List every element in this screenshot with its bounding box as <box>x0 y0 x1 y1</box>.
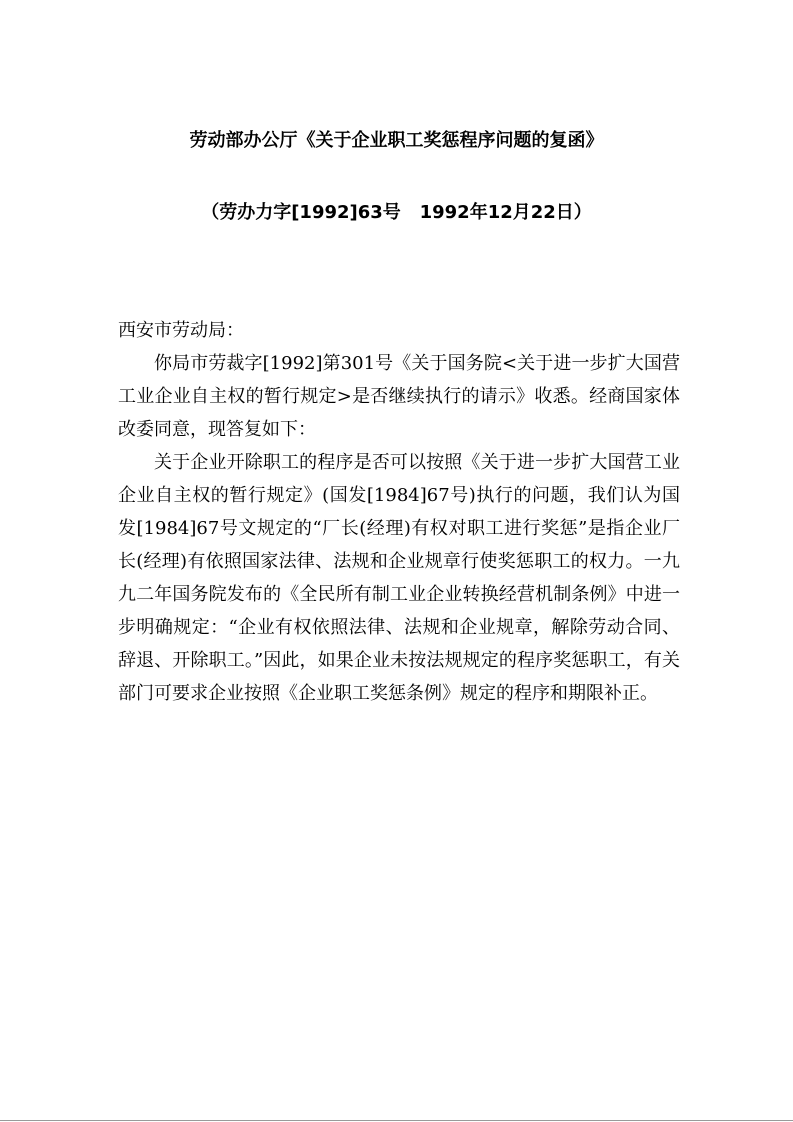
page-bottom-border <box>0 1120 793 1121</box>
paragraph-reply-body: 关于企业开除职工的程序是否可以按照《关于进一步扩大国营工业企业自主权的暂行规定》(国发[1984]67号)执行的问题，我们认为国发[1984]67号文规定的“厂长(经理)有权对职工进行奖惩”是指企业厂长(经理)有依照国家法律、法规和企业规章行使奖惩职工的权力。一九九二年国务院发布的《全民所有制工业企业转换经营机制条例》中进一步明确规定：“企业有权依照法律、法规和企业规章，解除劳动合同、辞退、开除职工。”因此，如果企业未按法规规定的程序奖惩职工，有关部门可要求企业按照《企业职工奖惩条例》规定的程序和期限补正。 <box>118 452 680 704</box>
document-subtitle: （劳办力字[1992]63号 1992年12月22日） <box>201 202 592 223</box>
document-body <box>118 314 680 710</box>
paragraph-reply-intro: 你局市劳裁字[1992]第301号《关于国务院<关于进一步扩大国营工业企业自主权的暂行规定>是否继续执行的请示》收悉。经商国家体改委同意，现答复如下： <box>118 353 680 440</box>
salutation: 西安市劳动局： <box>118 320 244 341</box>
document-title: 劳动部办公厅《关于企业职工奖惩程序问题的复函》 <box>189 130 604 151</box>
